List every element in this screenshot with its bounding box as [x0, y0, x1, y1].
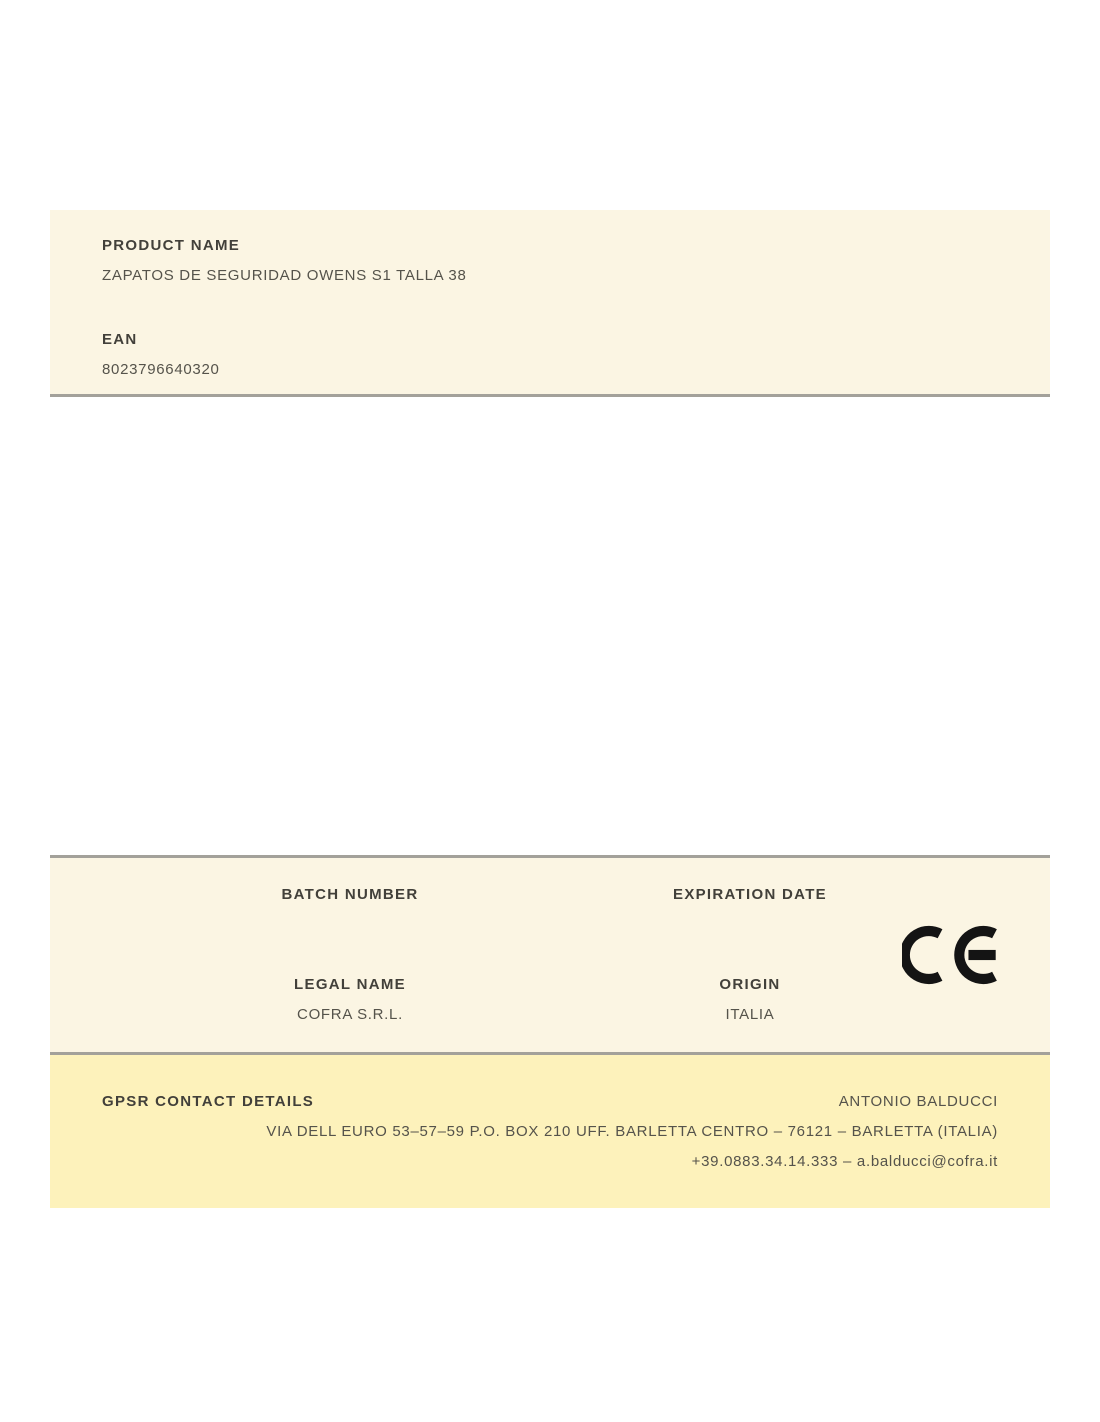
- ean-field: [102, 331, 1050, 378]
- details-left-column: [50, 858, 650, 1052]
- origin-label: ORIGIN: [719, 976, 781, 993]
- product-info-card: [50, 210, 1050, 397]
- gpsr-title: GPSR CONTACT DETAILS: [102, 1093, 315, 1110]
- ean-value: 8023796640320: [102, 361, 220, 378]
- legal-name-value: COFRA S.R.L.: [297, 1006, 403, 1023]
- product-name-value: ZAPATOS DE SEGURIDAD OWENS S1 TALLA 38: [102, 267, 467, 284]
- expiration-date-label: EXPIRATION DATE: [673, 886, 827, 903]
- gpsr-contact-address: VIA DELL EURO 53–57–59 P.O. BOX 210 UFF. BARLETTA CENTRO – 76121 – BARLETTA (ITALIA): [266, 1123, 998, 1140]
- details-right-column: [650, 858, 850, 1052]
- ean-label: EAN: [102, 331, 138, 348]
- product-name-field: [102, 237, 1050, 284]
- gpsr-contact-card: [50, 1055, 1050, 1208]
- details-card: [50, 855, 1050, 1055]
- legal-name-label: LEGAL NAME: [294, 976, 406, 993]
- gpsr-header-row: [102, 1093, 998, 1110]
- ce-mark-icon: [902, 924, 998, 986]
- batch-number-label: BATCH NUMBER: [281, 886, 419, 903]
- gpsr-contact-phone-email: +39.0883.34.14.333 – a.balducci@cofra.it: [691, 1153, 998, 1170]
- origin-value: ITALIA: [725, 1006, 775, 1023]
- product-name-label: PRODUCT NAME: [102, 237, 241, 254]
- gpsr-contact-name: ANTONIO BALDUCCI: [838, 1093, 998, 1110]
